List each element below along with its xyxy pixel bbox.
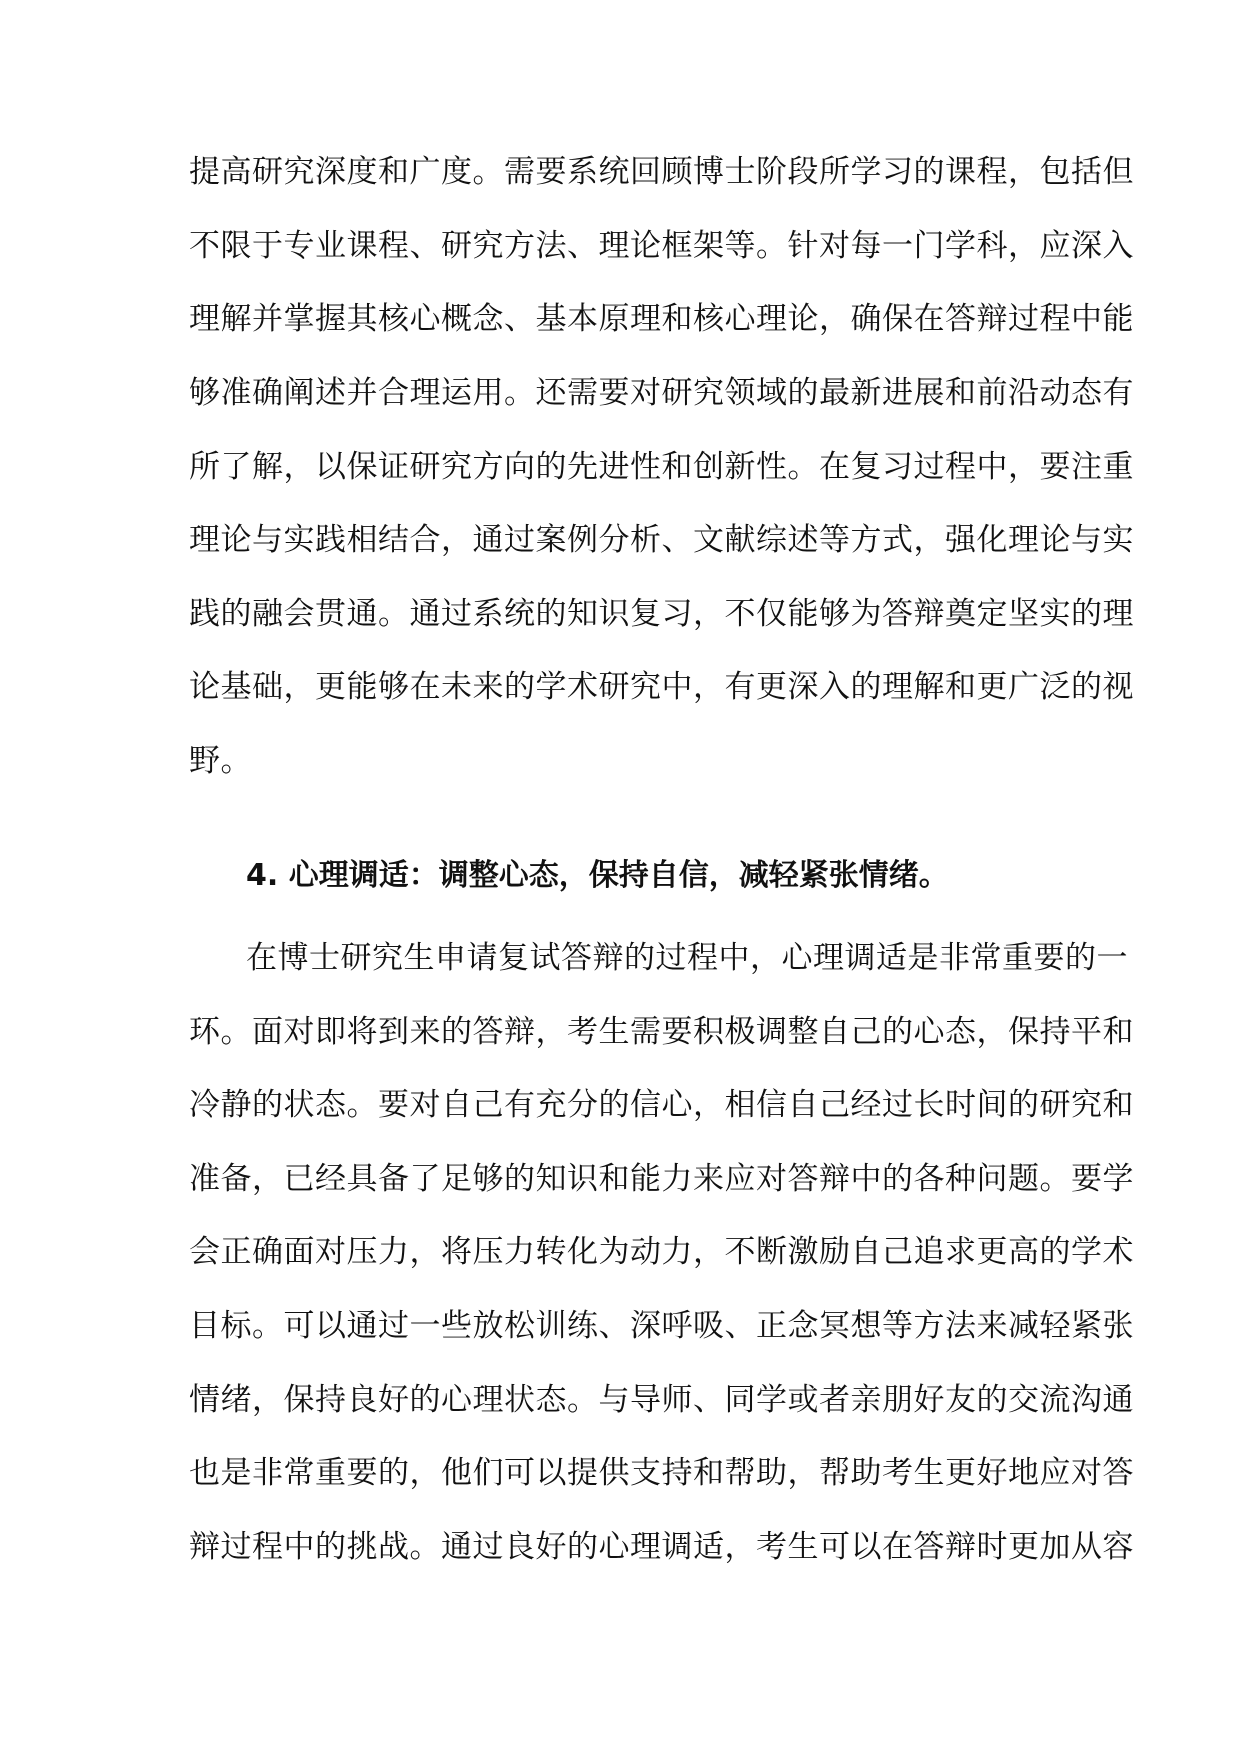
paragraph-2-line: 冷静的状态。要对自己有充分的信心，相信自己经过长时间的研究和	[189, 1087, 1134, 1123]
paragraph-1-line: 野。	[189, 743, 252, 779]
paragraph-1-line: 提高研究深度和广度。需要系统回顾博士阶段所学习的课程，包括但	[189, 154, 1134, 190]
paragraph-2-line: 在博士研究生申请复试答辩的过程中，心理调适是非常重要的一	[246, 940, 1128, 976]
paragraph-2-line: 情绪，保持良好的心理状态。与导师、同学或者亲朋好友的交流沟通	[189, 1382, 1134, 1418]
paragraph-1-line: 理论与实践相结合，通过案例分析、文献综述等方式，强化理论与实	[189, 522, 1134, 558]
paragraph-2-line: 辩过程中的挑战。通过良好的心理调适，考生可以在答辩时更加从容	[189, 1529, 1134, 1565]
paragraph-2-line: 准备，已经具备了足够的知识和能力来应对答辩中的各种问题。要学	[189, 1161, 1134, 1197]
paragraph-1-line: 不限于专业课程、研究方法、理论框架等。针对每一门学科，应深入	[189, 228, 1134, 264]
paragraph-2-line: 会正确面对压力，将压力转化为动力，不断激励自己追求更高的学术	[189, 1234, 1134, 1270]
paragraph-1-line: 论基础，更能够在未来的学术研究中，有更深入的理解和更广泛的视	[189, 669, 1134, 705]
paragraph-1-line: 够准确阐述并合理运用。还需要对研究领域的最新进展和前沿动态有	[189, 375, 1134, 411]
paragraph-1-line: 理解并掌握其核心概念、基本原理和核心理论，确保在答辩过程中能	[189, 301, 1134, 337]
section-heading: 4. 心理调适：调整心态，保持自信，减轻紧张情绪。	[246, 858, 949, 893]
paragraph-1-line: 所了解，以保证研究方向的先进性和创新性。在复习过程中，要注重	[189, 449, 1134, 485]
paragraph-1-line: 践的融会贯通。通过系统的知识复习，不仅能够为答辩奠定坚实的理	[189, 596, 1134, 632]
paragraph-2-line: 环。面对即将到来的答辩，考生需要积极调整自己的心态，保持平和	[189, 1014, 1134, 1050]
paragraph-2-line: 目标。可以通过一些放松训练、深呼吸、正念冥想等方法来减轻紧张	[189, 1308, 1134, 1344]
paragraph-2-line: 也是非常重要的，他们可以提供支持和帮助，帮助考生更好地应对答	[189, 1455, 1134, 1491]
